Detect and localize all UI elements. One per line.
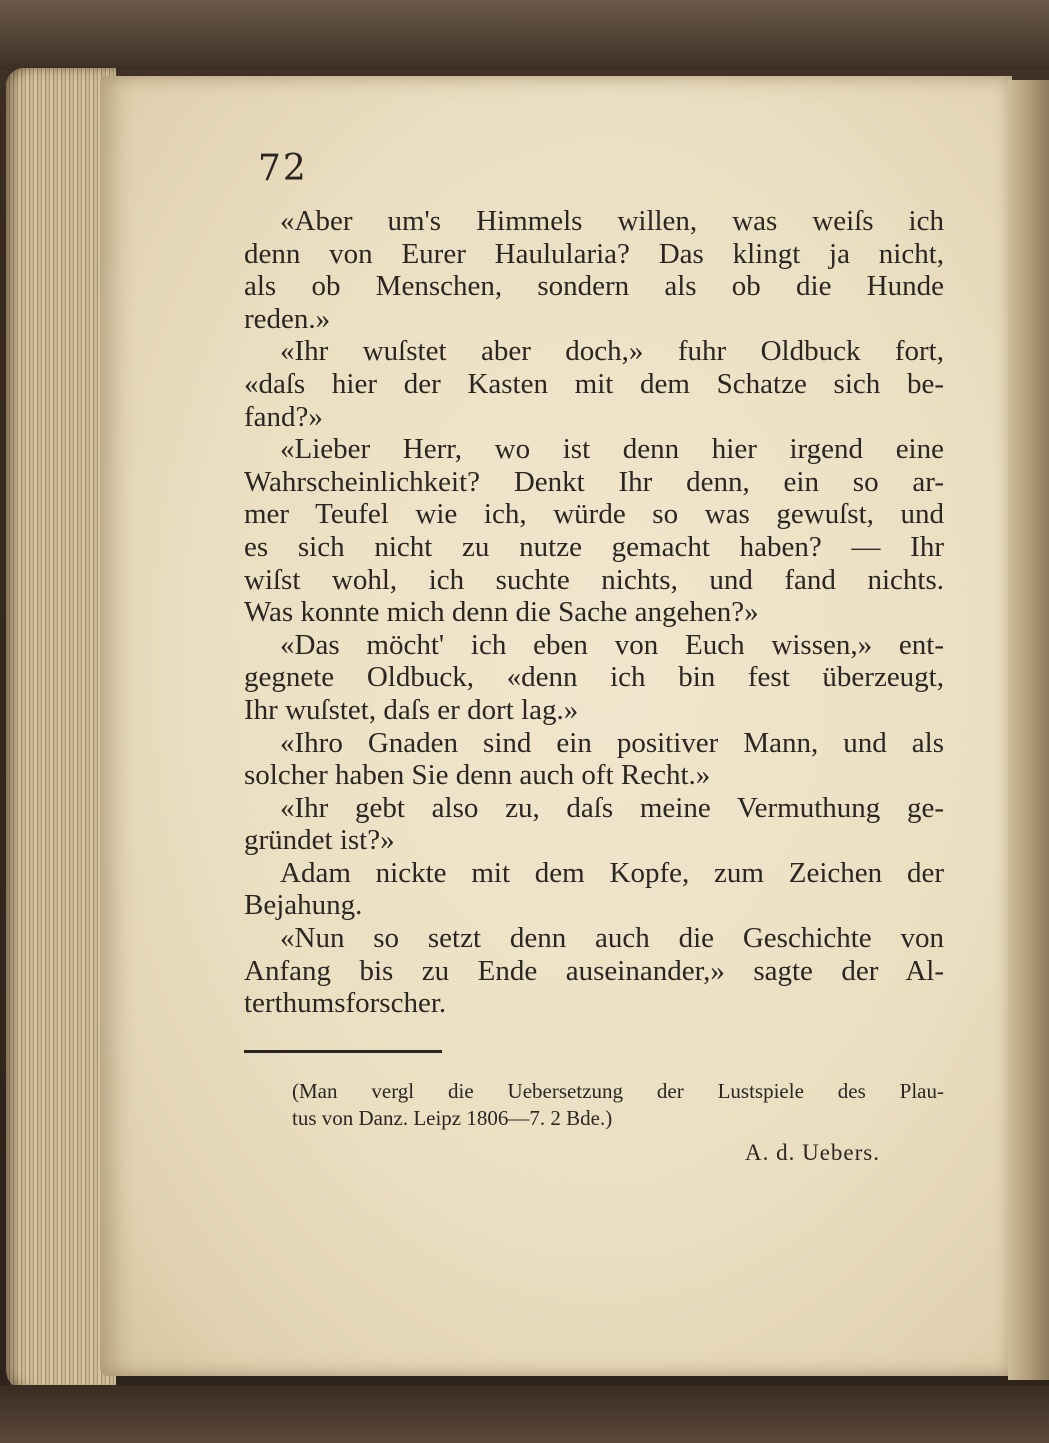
text-line: Adam nickte mit dem Kopfe, zum Zeichen der <box>280 856 944 889</box>
text-line: Ihr wuſstet, daſs er dort lag.» <box>244 693 579 726</box>
text-line: es sich nicht zu nutze gemacht haben? — Ihr <box>244 530 944 563</box>
text-line: reden.» <box>244 302 331 335</box>
text-line: «Ihr gebt also zu, daſs meine Vermuthung ge- <box>280 791 944 824</box>
body-text <box>244 205 944 1020</box>
footnote-signature: A. d. Uebers. <box>745 1140 880 1165</box>
text-line: «Aber um's Himmels willen, was weiſs ich <box>280 205 944 237</box>
text-line: fand?» <box>244 400 323 433</box>
footnote-line: tus von Danz. Leipz 1806—7. 2 Bde.) <box>292 1106 613 1130</box>
text-line: terthumsforscher. <box>244 987 447 1020</box>
text-line: Anfang bis zu Ende auseinander,» sagte der Al- <box>244 954 944 987</box>
text-line: Wahrscheinlichkeit? Denkt Ihr denn, ein so ar- <box>244 465 944 498</box>
book-gutter <box>1008 80 1049 1380</box>
text-line: denn von Eurer Haulularia? Das klingt ja nicht, <box>244 237 944 270</box>
text-line: gründet ist?» <box>244 824 395 857</box>
text-line: als ob Menschen, sondern als ob die Hunde <box>244 270 944 303</box>
text-line: «Das möcht' ich eben von Euch wissen,» ent- <box>280 628 944 661</box>
text-line: «Ihro Gnaden sind ein positiver Mann, und als <box>280 726 944 759</box>
text-line: «daſs hier der Kasten mit dem Schatze sich be- <box>244 367 944 400</box>
text-line: Bejahung. <box>244 889 363 922</box>
footnote-line: (Man vergl die Uebersetzung der Lustspiele des Plau- <box>292 1079 944 1103</box>
text-line: «Lieber Herr, wo ist denn hier irgend eine <box>280 433 944 466</box>
text-line: mer Teufel wie ich, würde so was gewuſst, und <box>244 498 944 531</box>
text-line: «Ihr wuſstet aber doch,» fuhr Oldbuck fort, <box>280 335 944 368</box>
page-number: 72 <box>258 148 308 189</box>
text-line: Was konnte mich denn die Sache angehen?» <box>244 596 759 629</box>
book-cover-bottom-edge <box>0 1385 1049 1443</box>
text-line: «Nun so setzt denn auch die Geschichte von <box>280 922 944 955</box>
footnote <box>292 1078 944 1132</box>
text-line: gegnete Oldbuck, «denn ich bin fest überzeugt, <box>244 661 944 694</box>
book-cover-top-edge <box>0 0 1049 70</box>
footnote-separator <box>244 1050 442 1053</box>
text-line: wiſst wohl, ich suchte nichts, und fand nichts. <box>244 563 944 596</box>
text-line: solcher haben Sie denn auch oft Recht.» <box>244 759 711 792</box>
